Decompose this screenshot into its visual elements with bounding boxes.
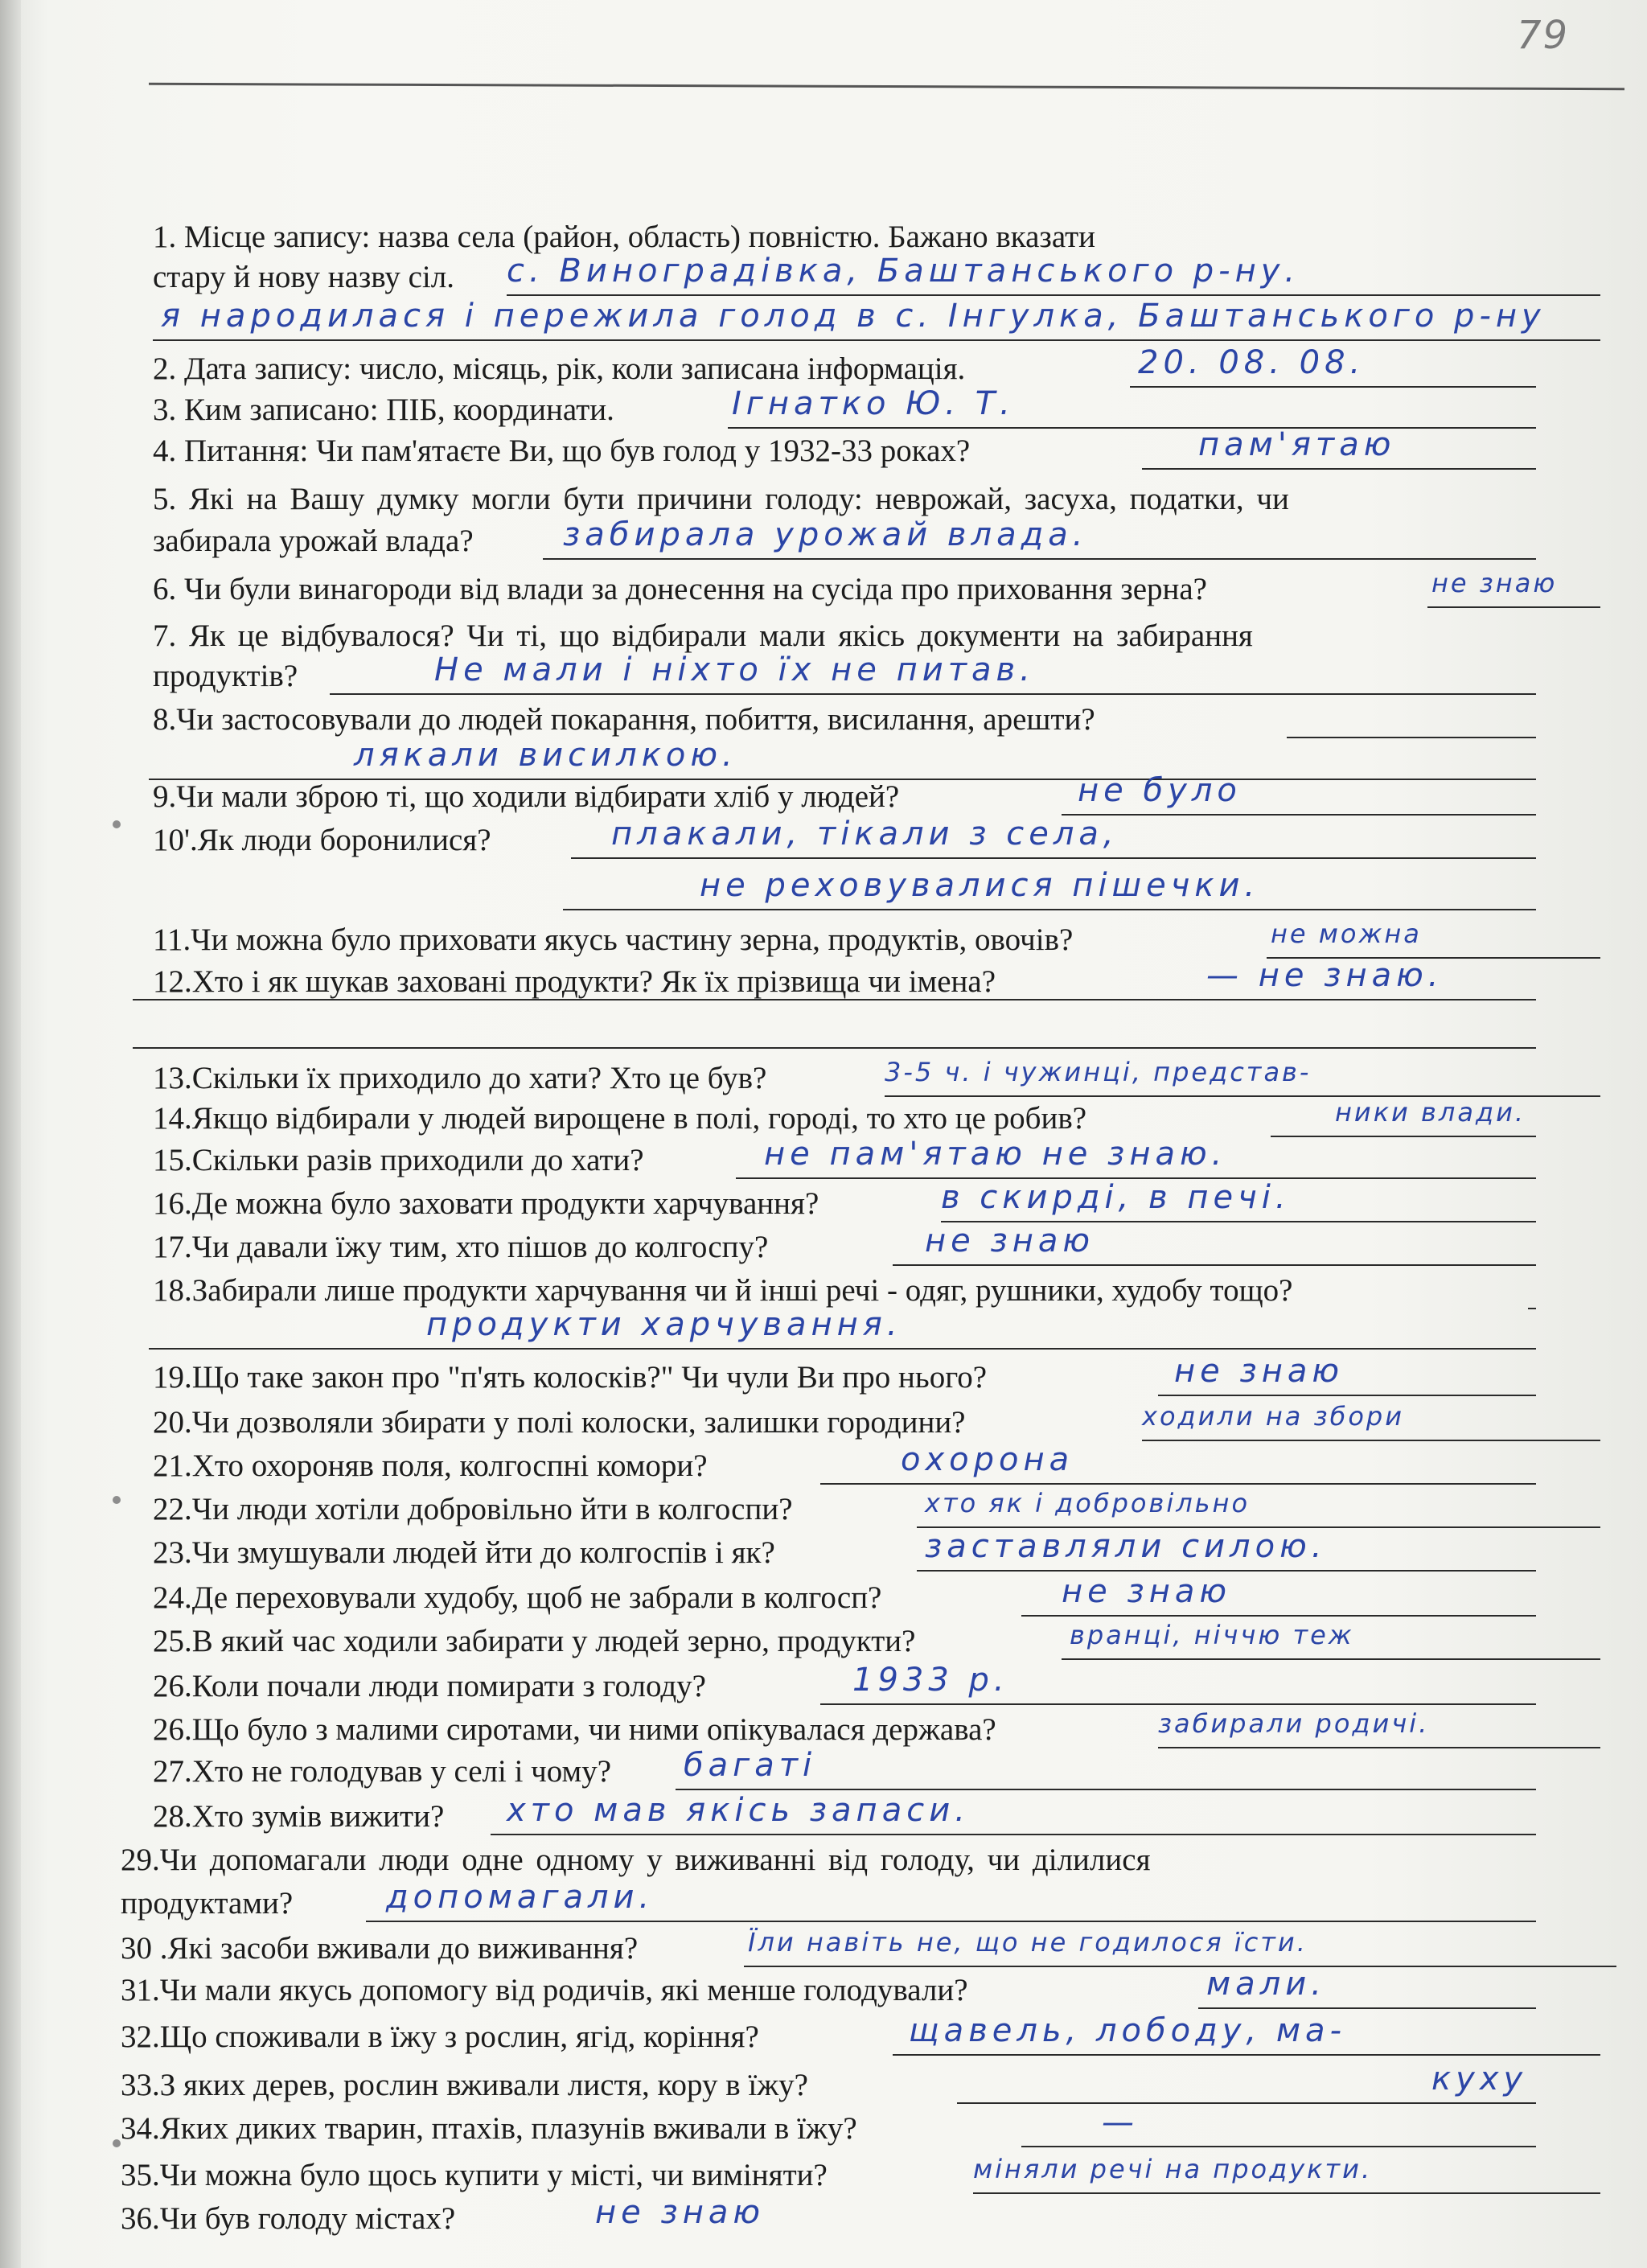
question-row bbox=[0, 2012, 1647, 2067]
question-row bbox=[0, 957, 1647, 1012]
question-row bbox=[0, 516, 1647, 571]
handwritten-answer: не реховувалися пішечки. bbox=[700, 867, 1260, 904]
answer-line bbox=[133, 1047, 1536, 1049]
handwritten-answer: 20. 08. 08. bbox=[1138, 344, 1366, 381]
question-text: 27.Хто не голодував у селі і чому? bbox=[153, 1754, 612, 1789]
question-row bbox=[0, 1792, 1647, 1847]
handwritten-answer: ники влади. bbox=[1335, 1097, 1526, 1128]
answer-line bbox=[893, 2054, 1600, 2056]
handwritten-answer: Ігнатко Ю. Т. bbox=[732, 385, 1015, 422]
handwritten-answer: 1933 р. bbox=[852, 1662, 1009, 1699]
handwritten-answer: куху bbox=[1431, 2061, 1528, 2097]
question-text: 6. Чи були винагороди від влади за донесення на сусіда про приховання зерна? bbox=[153, 572, 1207, 606]
question-row bbox=[0, 2104, 1647, 2159]
question-text: 26.Що було з малими сиротами, чи ними опікувалася держава? bbox=[153, 1712, 996, 1747]
handwritten-answer: продукти харчування. bbox=[426, 1306, 902, 1343]
question-row bbox=[0, 2194, 1647, 2249]
handwritten-answer: заставляли силою. bbox=[925, 1528, 1327, 1565]
question-text: 30 .Які засоби вживали до виживання? bbox=[121, 1931, 639, 1966]
question-row bbox=[0, 1573, 1647, 1628]
question-text: 29.Чи допомагали люди одне одному у виживанні від голоду, чи ділилися bbox=[121, 1843, 1151, 1877]
question-row bbox=[0, 1708, 1647, 1760]
answer-line bbox=[917, 1570, 1536, 1572]
handwritten-answer: забирала урожай влада. bbox=[563, 516, 1088, 553]
question-text: 2. Дата запису: число, місяць, рік, коли записана інформація. bbox=[153, 351, 966, 386]
question-row bbox=[0, 1620, 1647, 1671]
question-row bbox=[0, 1842, 1647, 1890]
answer-line bbox=[571, 857, 1536, 859]
question-row bbox=[0, 816, 1647, 870]
question-row bbox=[0, 1927, 1647, 1978]
handwritten-answer: ходили на збори bbox=[1142, 1401, 1404, 1432]
question-text: 36.Чи був голоду містах? bbox=[121, 2201, 456, 2236]
answer-line bbox=[1158, 1395, 1536, 1396]
handwritten-answer: не пам'ятаю не знаю. bbox=[764, 1136, 1227, 1173]
question-row bbox=[0, 1401, 1647, 1452]
question-row bbox=[0, 2154, 1647, 2205]
question-text: забирала урожай влада? bbox=[153, 524, 474, 558]
handwritten-answer: я народилася і пережила голод в с. Інгулка, Баштанського р-ну bbox=[161, 298, 1546, 335]
question-row bbox=[0, 1441, 1647, 1496]
question-text: 35.Чи можна було щось купити у місті, чи виміняти? bbox=[121, 2158, 828, 2192]
question-text: 8.Чи застосовували до людей покарання, побиття, висилання, арешти? bbox=[153, 702, 1095, 737]
handwritten-answer: не знаю bbox=[1174, 1353, 1345, 1390]
question-text: 15.Скільки разів приходили до хати? bbox=[153, 1143, 644, 1177]
handwritten-answer: в скирді, в печі. bbox=[941, 1179, 1291, 1216]
question-text: 21.Хто охороняв поля, колгоспні комори? bbox=[153, 1448, 708, 1483]
answer-line bbox=[1142, 468, 1536, 470]
question-row bbox=[0, 568, 1647, 619]
question-row bbox=[0, 1179, 1647, 1234]
answer-line bbox=[330, 693, 1536, 695]
answer-line bbox=[973, 2192, 1600, 2194]
question-row bbox=[0, 1528, 1647, 1583]
handwritten-answer: с. Виноградівка, Баштанського р-ну. bbox=[507, 253, 1300, 290]
handwritten-answer: пам'ятаю bbox=[1198, 426, 1396, 463]
handwritten-answer: багаті bbox=[684, 1747, 817, 1784]
answer-line bbox=[957, 2102, 1536, 2104]
handwritten-answer: міняли речі на продукти. bbox=[973, 2154, 1373, 2184]
answer-line bbox=[153, 339, 1600, 341]
handwritten-answer: охорона bbox=[901, 1441, 1074, 1478]
question-text: 24.Де переховували худобу, щоб не забрали в колгосп? bbox=[153, 1580, 882, 1615]
question-text: 12.Хто і як шукав заховані продукти? Як їх прізвища чи імена? bbox=[153, 964, 996, 999]
question-row bbox=[0, 867, 1647, 922]
answer-line bbox=[893, 1264, 1536, 1266]
question-text: стару й нову назву сіл. bbox=[153, 260, 454, 294]
top-rule bbox=[149, 83, 1624, 90]
question-row bbox=[0, 1966, 1647, 2020]
question-text: 22.Чи люди хотіли добровільно йти в колгоспи? bbox=[153, 1492, 793, 1526]
answer-line bbox=[1528, 1308, 1536, 1309]
answer-line bbox=[366, 1921, 1536, 1922]
handwritten-answer: лякали висилкою. bbox=[354, 737, 737, 774]
question-text: 5. Які на Вашу думку могли бути причини голоду: неврожай, засуха, податки, чи bbox=[153, 482, 1289, 516]
answer-line bbox=[149, 1348, 1536, 1350]
question-text: 34.Яких диких тварин, птахів, плазунів вживали в їжу? bbox=[121, 2111, 857, 2146]
handwritten-answer: не знаю bbox=[595, 2194, 766, 2231]
answer-line bbox=[1062, 814, 1536, 816]
answer-line bbox=[1158, 1747, 1600, 1748]
question-row bbox=[0, 651, 1647, 706]
question-text: 26.Коли почали люди помирати з голоду? bbox=[153, 1669, 706, 1703]
handwritten-answer: мали. bbox=[1206, 1966, 1326, 2003]
answer-line bbox=[1287, 737, 1536, 738]
answer-line bbox=[1271, 1136, 1536, 1137]
answer-line bbox=[1130, 386, 1536, 388]
handwritten-answer: не знаю bbox=[1431, 568, 1558, 598]
answer-line bbox=[507, 294, 1600, 296]
question-text: 13.Скільки їх приходило до хати? Хто це був? bbox=[153, 1061, 767, 1095]
answer-line bbox=[1198, 2007, 1536, 2009]
question-text: 18.Забирали лише продукти харчування чи й інші речі - одяг, рушники, худобу тощо? bbox=[153, 1273, 1293, 1308]
handwritten-answer: забирали родичі. bbox=[1158, 1708, 1430, 1739]
handwritten-answer: не знаю bbox=[925, 1222, 1095, 1259]
answer-line bbox=[1427, 606, 1600, 608]
question-text: 11.Чи можна було приховати якусь частину зерна, продуктів, овочів? bbox=[153, 922, 1074, 957]
question-text: продуктами? bbox=[121, 1886, 294, 1921]
question-text: 3. Ким записано: ПІБ, координати. bbox=[153, 392, 614, 427]
question-text: продуктів? bbox=[153, 659, 298, 693]
page-number: 79 bbox=[1517, 13, 1570, 58]
question-text: 16.Де можна було заховати продукти харчування? bbox=[153, 1186, 819, 1221]
question-text: 14.Якщо відбирали у людей вирощене в полі, городі, то хто це робив? bbox=[153, 1101, 1087, 1136]
answer-line bbox=[676, 1789, 1536, 1790]
handwritten-answer: хто мав якісь запаси. bbox=[507, 1792, 970, 1829]
question-text: 7. Як це відбувалося? Чи ті, що відбирали мали якісь документи на забирання bbox=[153, 618, 1253, 653]
question-row bbox=[0, 426, 1647, 481]
answer-line bbox=[1142, 1440, 1600, 1441]
question-row bbox=[0, 1012, 1647, 1060]
question-row bbox=[0, 701, 1647, 750]
question-text: 17.Чи давали їжу тим, хто пішов до колгоспу? bbox=[153, 1230, 769, 1264]
handwritten-answer: вранці, ніччю теж bbox=[1070, 1620, 1354, 1650]
answer-line bbox=[543, 558, 1536, 560]
question-text: 28.Хто зумів вижити? bbox=[153, 1799, 445, 1834]
handwritten-answer: — bbox=[1102, 2104, 1139, 2141]
handwritten-answer: Не мали і ніхто їх не питав. bbox=[434, 651, 1035, 688]
question-text: 9.Чи мали зброю ті, що ходили відбирати хліб у людей? bbox=[153, 779, 900, 814]
handwritten-answer: 3-5 ч. і чужинці, представ- bbox=[885, 1057, 1312, 1087]
question-row bbox=[0, 1136, 1647, 1190]
handwritten-answer: Їли навіть не, що не годилося їсти. bbox=[748, 1927, 1308, 1958]
question-text: 10'.Як люди боронилися? bbox=[153, 823, 491, 857]
question-text: 20.Чи дозволяли збирати у полі колоски, залишки городини? bbox=[153, 1405, 966, 1440]
answer-line bbox=[744, 1966, 1616, 1967]
answer-line bbox=[1062, 1658, 1600, 1660]
handwritten-answer: не можна bbox=[1271, 918, 1422, 949]
handwritten-answer: плакали, тікали з села, bbox=[611, 816, 1119, 853]
handwritten-answer: хто як і добровільно bbox=[925, 1488, 1251, 1518]
handwritten-answer: не знаю bbox=[1062, 1573, 1232, 1610]
question-row bbox=[0, 298, 1647, 352]
question-text: 31.Чи мали якусь допомогу від родичів, які менше голодували? bbox=[121, 1973, 968, 2007]
question-row bbox=[0, 1222, 1647, 1277]
question-text: 25.В який час ходили забирати у людей зерно, продукти? bbox=[153, 1624, 916, 1658]
question-row bbox=[0, 1488, 1647, 1539]
handwritten-answer: — не знаю. bbox=[1206, 957, 1444, 994]
question-text: 1. Місце запису: назва села (район, область) повністю. Бажано вказати bbox=[153, 220, 1096, 254]
answer-line bbox=[133, 999, 1536, 1000]
handwritten-answer: допомагали. bbox=[386, 1879, 655, 1916]
answer-line bbox=[491, 1834, 1536, 1835]
answer-line bbox=[728, 427, 1536, 429]
answer-line bbox=[1021, 2146, 1536, 2147]
question-row bbox=[0, 2061, 1647, 2115]
handwritten-answer: не було bbox=[1078, 772, 1242, 809]
question-text: 4. Питання: Чи пам'ятаєте Ви, що був голод у 1932-33 роках? bbox=[153, 433, 971, 468]
question-text: 33.З яких дерев, рослин вживали листя, кору в їжу? bbox=[121, 2068, 808, 2102]
question-text: 19.Що таке закон про "п'ять колосків?" Чи чули Ви про нього? bbox=[153, 1360, 988, 1395]
handwritten-answer: щавель, лободу, ма- bbox=[909, 2012, 1346, 2049]
question-row bbox=[0, 1306, 1647, 1361]
question-text: 23.Чи змушували людей йти до колгоспів і як? bbox=[153, 1535, 775, 1570]
question-text: 32.Що споживали в їжу з рослин, ягід, коріння? bbox=[121, 2019, 759, 2054]
answer-line bbox=[563, 909, 1536, 910]
